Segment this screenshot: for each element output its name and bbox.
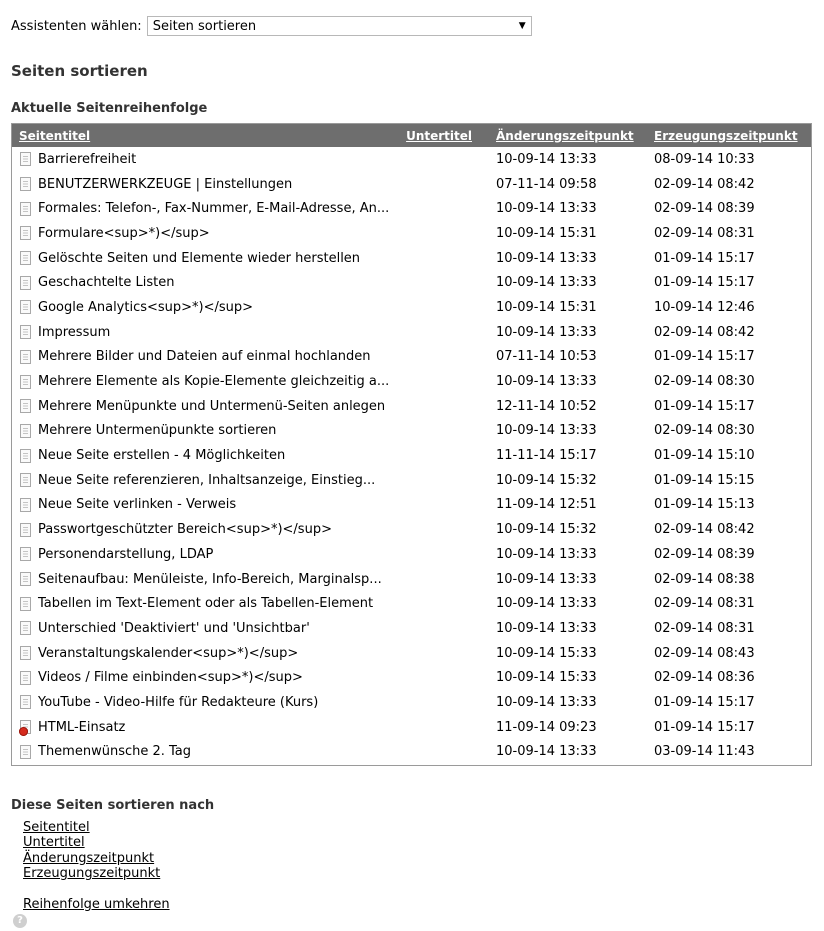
- table-row[interactable]: [12, 468, 811, 493]
- page-title-text: Neue Seite erstellen - 4 Möglichkeiten: [38, 448, 286, 464]
- cell-modified: 11-09-14 12:51: [496, 497, 597, 513]
- table-row[interactable]: [12, 369, 811, 394]
- page-title-text: Mehrere Bilder und Dateien auf einmal hochlanden: [38, 349, 371, 365]
- document-icon: [20, 424, 31, 438]
- document-icon: [20, 473, 31, 487]
- cell-subtitle: [402, 715, 496, 740]
- cell-title: [12, 147, 402, 172]
- cell-created: 02-09-14 08:31: [654, 596, 755, 612]
- document-icon: [20, 399, 31, 413]
- cell-created: 01-09-14 15:17: [654, 275, 755, 291]
- cell-modified: 10-09-14 13:33: [496, 324, 597, 340]
- page-title-text: Barrierefreiheit: [38, 151, 137, 167]
- table-row[interactable]: [12, 542, 811, 567]
- cell-title: [12, 690, 402, 715]
- document-icon: [20, 449, 31, 463]
- cell-subtitle: [402, 394, 496, 419]
- page-title-text: Mehrere Untermenüpunkte sortieren: [38, 423, 277, 439]
- current-order-title: Aktuelle Seitenreihenfolge: [11, 101, 208, 116]
- page-title-text: Mehrere Menüpunkte und Untermenü-Seiten anlegen: [38, 398, 386, 414]
- table-row[interactable]: [12, 320, 811, 345]
- document-icon: [20, 251, 31, 265]
- cell-created: 08-09-14 10:33: [654, 151, 755, 167]
- cell-modified: 07-11-14 10:53: [496, 349, 597, 365]
- sort-by-subtitle-link[interactable]: Untertitel: [23, 835, 85, 851]
- document-icon: [20, 152, 31, 166]
- wizard-select[interactable]: [147, 16, 532, 36]
- cell-subtitle: [402, 740, 496, 765]
- cell-created: 02-09-14 08:30: [654, 374, 755, 390]
- page-title-text: Veranstaltungskalender<sup>*)</sup>: [38, 645, 299, 661]
- cell-subtitle: [402, 419, 496, 444]
- cell-title: [12, 270, 402, 295]
- document-icon: [20, 177, 31, 191]
- cell-subtitle: [402, 369, 496, 394]
- column-header-title[interactable]: Seitentitel: [19, 128, 91, 143]
- cell-title: [12, 641, 402, 666]
- cell-created: 01-09-14 15:17: [654, 719, 755, 735]
- table-header-row: [12, 124, 811, 147]
- page-order-table: [11, 123, 812, 766]
- table-row[interactable]: [12, 221, 811, 246]
- cell-created: 02-09-14 08:31: [654, 225, 755, 241]
- cell-modified: 10-09-14 13:33: [496, 694, 597, 710]
- cell-subtitle: [402, 517, 496, 542]
- cell-created: 02-09-14 08:43: [654, 645, 755, 661]
- cell-subtitle: [402, 616, 496, 641]
- cell-title: [12, 443, 402, 468]
- page-title-text: Unterschied 'Deaktiviert' und 'Unsichtbar': [38, 620, 310, 636]
- page-title-text: Formales: Telefon-, Fax-Nummer, E-Mail-Adresse, An...: [38, 201, 390, 217]
- cell-title: [12, 394, 402, 419]
- cell-modified: 10-09-14 15:32: [496, 522, 597, 538]
- cell-created: 02-09-14 08:42: [654, 176, 755, 192]
- cell-subtitle: [402, 665, 496, 690]
- document-icon: [20, 745, 31, 759]
- document-icon: [20, 671, 31, 685]
- cell-modified: 10-09-14 15:32: [496, 472, 597, 488]
- document-icon: [20, 226, 31, 240]
- cell-created: 01-09-14 15:17: [654, 349, 755, 365]
- table-row[interactable]: [12, 172, 811, 197]
- cell-modified: 10-09-14 13:33: [496, 571, 597, 587]
- cell-modified: 12-11-14 10:52: [496, 398, 597, 414]
- cell-title: [12, 172, 402, 197]
- page-title-text: Seitenaufbau: Menüleiste, Info-Bereich, Marginalsp...: [38, 571, 382, 587]
- document-icon: [20, 547, 31, 561]
- wizard-select-value: Seiten sortieren: [152, 18, 257, 34]
- page-title-text: Themenwünsche 2. Tag: [38, 744, 192, 760]
- table-row[interactable]: [12, 715, 811, 740]
- cell-title: [12, 295, 402, 320]
- sort-section-title: Diese Seiten sortieren nach: [11, 798, 215, 813]
- page-title-text: Passwortgeschützter Bereich<sup>*)</sup>: [38, 522, 332, 538]
- cell-created: 10-09-14 12:46: [654, 299, 755, 315]
- page-title-text: HTML-Einsatz: [38, 719, 126, 735]
- table-row[interactable]: [12, 443, 811, 468]
- cell-subtitle: [402, 221, 496, 246]
- cell-created: 02-09-14 08:31: [654, 620, 755, 636]
- page-title-text: YouTube - Video-Hilfe für Redakteure (Kurs): [38, 694, 319, 710]
- cell-title: [12, 221, 402, 246]
- cell-subtitle: [402, 246, 496, 271]
- cell-modified: 10-09-14 15:33: [496, 670, 597, 686]
- document-icon: [20, 300, 31, 314]
- table-row[interactable]: [12, 147, 811, 172]
- cell-title: [12, 517, 402, 542]
- table-row[interactable]: [12, 345, 811, 370]
- page-title-text: Gelöschte Seiten und Elemente wieder herstellen: [38, 250, 361, 266]
- page-title-text: Neue Seite referenzieren, Inhaltsanzeige, Einstieg...: [38, 472, 376, 488]
- table-row[interactable]: [12, 419, 811, 444]
- cell-subtitle: [402, 542, 496, 567]
- page-title-text: Tabellen im Text-Element oder als Tabellen-Element: [38, 596, 374, 612]
- cell-modified: 10-09-14 13:33: [496, 423, 597, 439]
- cell-created: 02-09-14 08:30: [654, 423, 755, 439]
- page-title-text: Personendarstellung, LDAP: [38, 546, 214, 562]
- cell-modified: 10-09-14 13:33: [496, 620, 597, 636]
- sort-options: [23, 820, 160, 881]
- cell-title: [12, 616, 402, 641]
- document-icon: [20, 572, 31, 586]
- column-header-modified[interactable]: Änderungszeitpunkt: [496, 128, 634, 143]
- document-icon: [20, 325, 31, 339]
- cell-subtitle: [402, 690, 496, 715]
- page-title-text: Formulare<sup>*)</sup>: [38, 225, 210, 241]
- cell-title: [12, 320, 402, 345]
- cell-modified: 10-09-14 13:33: [496, 374, 597, 390]
- cell-modified: 10-09-14 13:33: [496, 201, 597, 217]
- table-row[interactable]: [12, 690, 811, 715]
- cell-title: [12, 591, 402, 616]
- cell-title: [12, 493, 402, 518]
- cell-modified: 10-09-14 15:31: [496, 225, 597, 241]
- sort-by-title-link[interactable]: Seitentitel: [23, 820, 90, 835]
- page-title-text: Impressum: [38, 324, 111, 340]
- cell-subtitle: [402, 468, 496, 493]
- wizard-label: Assistenten wählen:: [11, 18, 142, 34]
- cell-subtitle: [402, 320, 496, 345]
- page-title-text: Mehrere Elemente als Kopie-Elemente gleichzeitig a...: [38, 374, 390, 390]
- table-row[interactable]: [12, 295, 811, 320]
- cell-modified: 10-09-14 13:33: [496, 151, 597, 167]
- cell-subtitle: [402, 567, 496, 592]
- cell-subtitle: [402, 295, 496, 320]
- table-row[interactable]: [12, 740, 811, 765]
- table-row[interactable]: [12, 493, 811, 518]
- document-icon: [20, 350, 31, 364]
- table-row[interactable]: [12, 665, 811, 690]
- document-icon: [20, 202, 31, 216]
- cell-created: 01-09-14 15:10: [654, 448, 755, 464]
- cell-created: 01-09-14 15:15: [654, 472, 755, 488]
- table-row[interactable]: [12, 591, 811, 616]
- cell-created: 01-09-14 15:17: [654, 398, 755, 414]
- sort-by-created-link[interactable]: Erzeugungszeitpunkt: [23, 865, 161, 881]
- cell-created: 02-09-14 08:39: [654, 201, 755, 217]
- document-icon: [20, 597, 31, 611]
- cell-modified: 10-09-14 13:33: [496, 596, 597, 612]
- cell-created: 02-09-14 08:42: [654, 522, 755, 538]
- page-title-text: Neue Seite verlinken - Verweis: [38, 497, 237, 513]
- cell-modified: 10-09-14 15:31: [496, 299, 597, 315]
- reverse-order-link[interactable]: Reihenfolge umkehren: [23, 897, 170, 912]
- document-icon: [20, 276, 31, 290]
- column-header-subtitle[interactable]: Untertitel: [406, 128, 472, 143]
- cell-subtitle: [402, 443, 496, 468]
- document-icon: [20, 498, 31, 512]
- cell-modified: 11-09-14 09:23: [496, 719, 597, 735]
- document-icon: [20, 375, 31, 389]
- cell-title: [12, 419, 402, 444]
- table-row[interactable]: [12, 641, 811, 666]
- cell-modified: 10-09-14 13:33: [496, 275, 597, 291]
- cell-subtitle: [402, 270, 496, 295]
- cell-modified: 07-11-14 09:58: [496, 176, 597, 192]
- table-row[interactable]: [12, 246, 811, 271]
- document-icon: [20, 646, 31, 660]
- cell-modified: 11-11-14 15:17: [496, 448, 597, 464]
- table-row[interactable]: [12, 394, 811, 419]
- cell-title: [12, 567, 402, 592]
- chevron-down-icon[interactable]: ▼: [518, 21, 526, 31]
- document-icon: [20, 621, 31, 635]
- cell-title: [12, 369, 402, 394]
- cell-subtitle: [402, 493, 496, 518]
- cell-created: 02-09-14 08:36: [654, 670, 755, 686]
- help-icon[interactable]: ?: [13, 914, 27, 928]
- page-title-text: Videos / Filme einbinden<sup>*)</sup>: [38, 670, 303, 686]
- cell-title: [12, 665, 402, 690]
- column-header-created[interactable]: Erzeugungszeitpunkt: [654, 128, 798, 143]
- document-icon: [20, 695, 31, 709]
- cell-title: [12, 196, 402, 221]
- cell-title: [12, 246, 402, 271]
- cell-modified: 10-09-14 13:33: [496, 546, 597, 562]
- cell-modified: 10-09-14 15:33: [496, 645, 597, 661]
- wizard-row: [11, 16, 532, 36]
- cell-created: 01-09-14 15:13: [654, 497, 755, 513]
- cell-created: 01-09-14 15:17: [654, 694, 755, 710]
- cell-created: 01-09-14 15:17: [654, 250, 755, 266]
- cell-modified: 10-09-14 13:33: [496, 744, 597, 760]
- page-title-text: Geschachtelte Listen: [38, 275, 175, 291]
- sort-by-modified-link[interactable]: Änderungszeitpunkt: [23, 850, 155, 866]
- table-row[interactable]: [12, 196, 811, 221]
- cell-subtitle: [402, 641, 496, 666]
- page-title: Seiten sortieren: [11, 62, 148, 80]
- cell-subtitle: [402, 345, 496, 370]
- cell-title: [12, 345, 402, 370]
- document-icon: [20, 523, 31, 537]
- cell-title: [12, 740, 402, 765]
- table-row[interactable]: [12, 270, 811, 295]
- cell-created: 03-09-14 11:43: [654, 744, 755, 760]
- table-row[interactable]: [12, 567, 811, 592]
- cell-title: [12, 715, 402, 740]
- cell-title: [12, 542, 402, 567]
- page-title-text: BENUTZERWERKZEUGE | Einstellungen: [38, 176, 293, 192]
- table-row[interactable]: [12, 517, 811, 542]
- cell-subtitle: [402, 196, 496, 221]
- cell-subtitle: [402, 591, 496, 616]
- document-html-icon: [20, 720, 31, 734]
- page-title-text: Google Analytics<sup>*)</sup>: [38, 299, 254, 315]
- cell-subtitle: [402, 147, 496, 172]
- table-row[interactable]: [12, 616, 811, 641]
- cell-title: [12, 468, 402, 493]
- cell-modified: 10-09-14 13:33: [496, 250, 597, 266]
- cell-created: 02-09-14 08:42: [654, 324, 755, 340]
- cell-created: 02-09-14 08:39: [654, 546, 755, 562]
- cell-created: 02-09-14 08:38: [654, 571, 755, 587]
- cell-subtitle: [402, 172, 496, 197]
